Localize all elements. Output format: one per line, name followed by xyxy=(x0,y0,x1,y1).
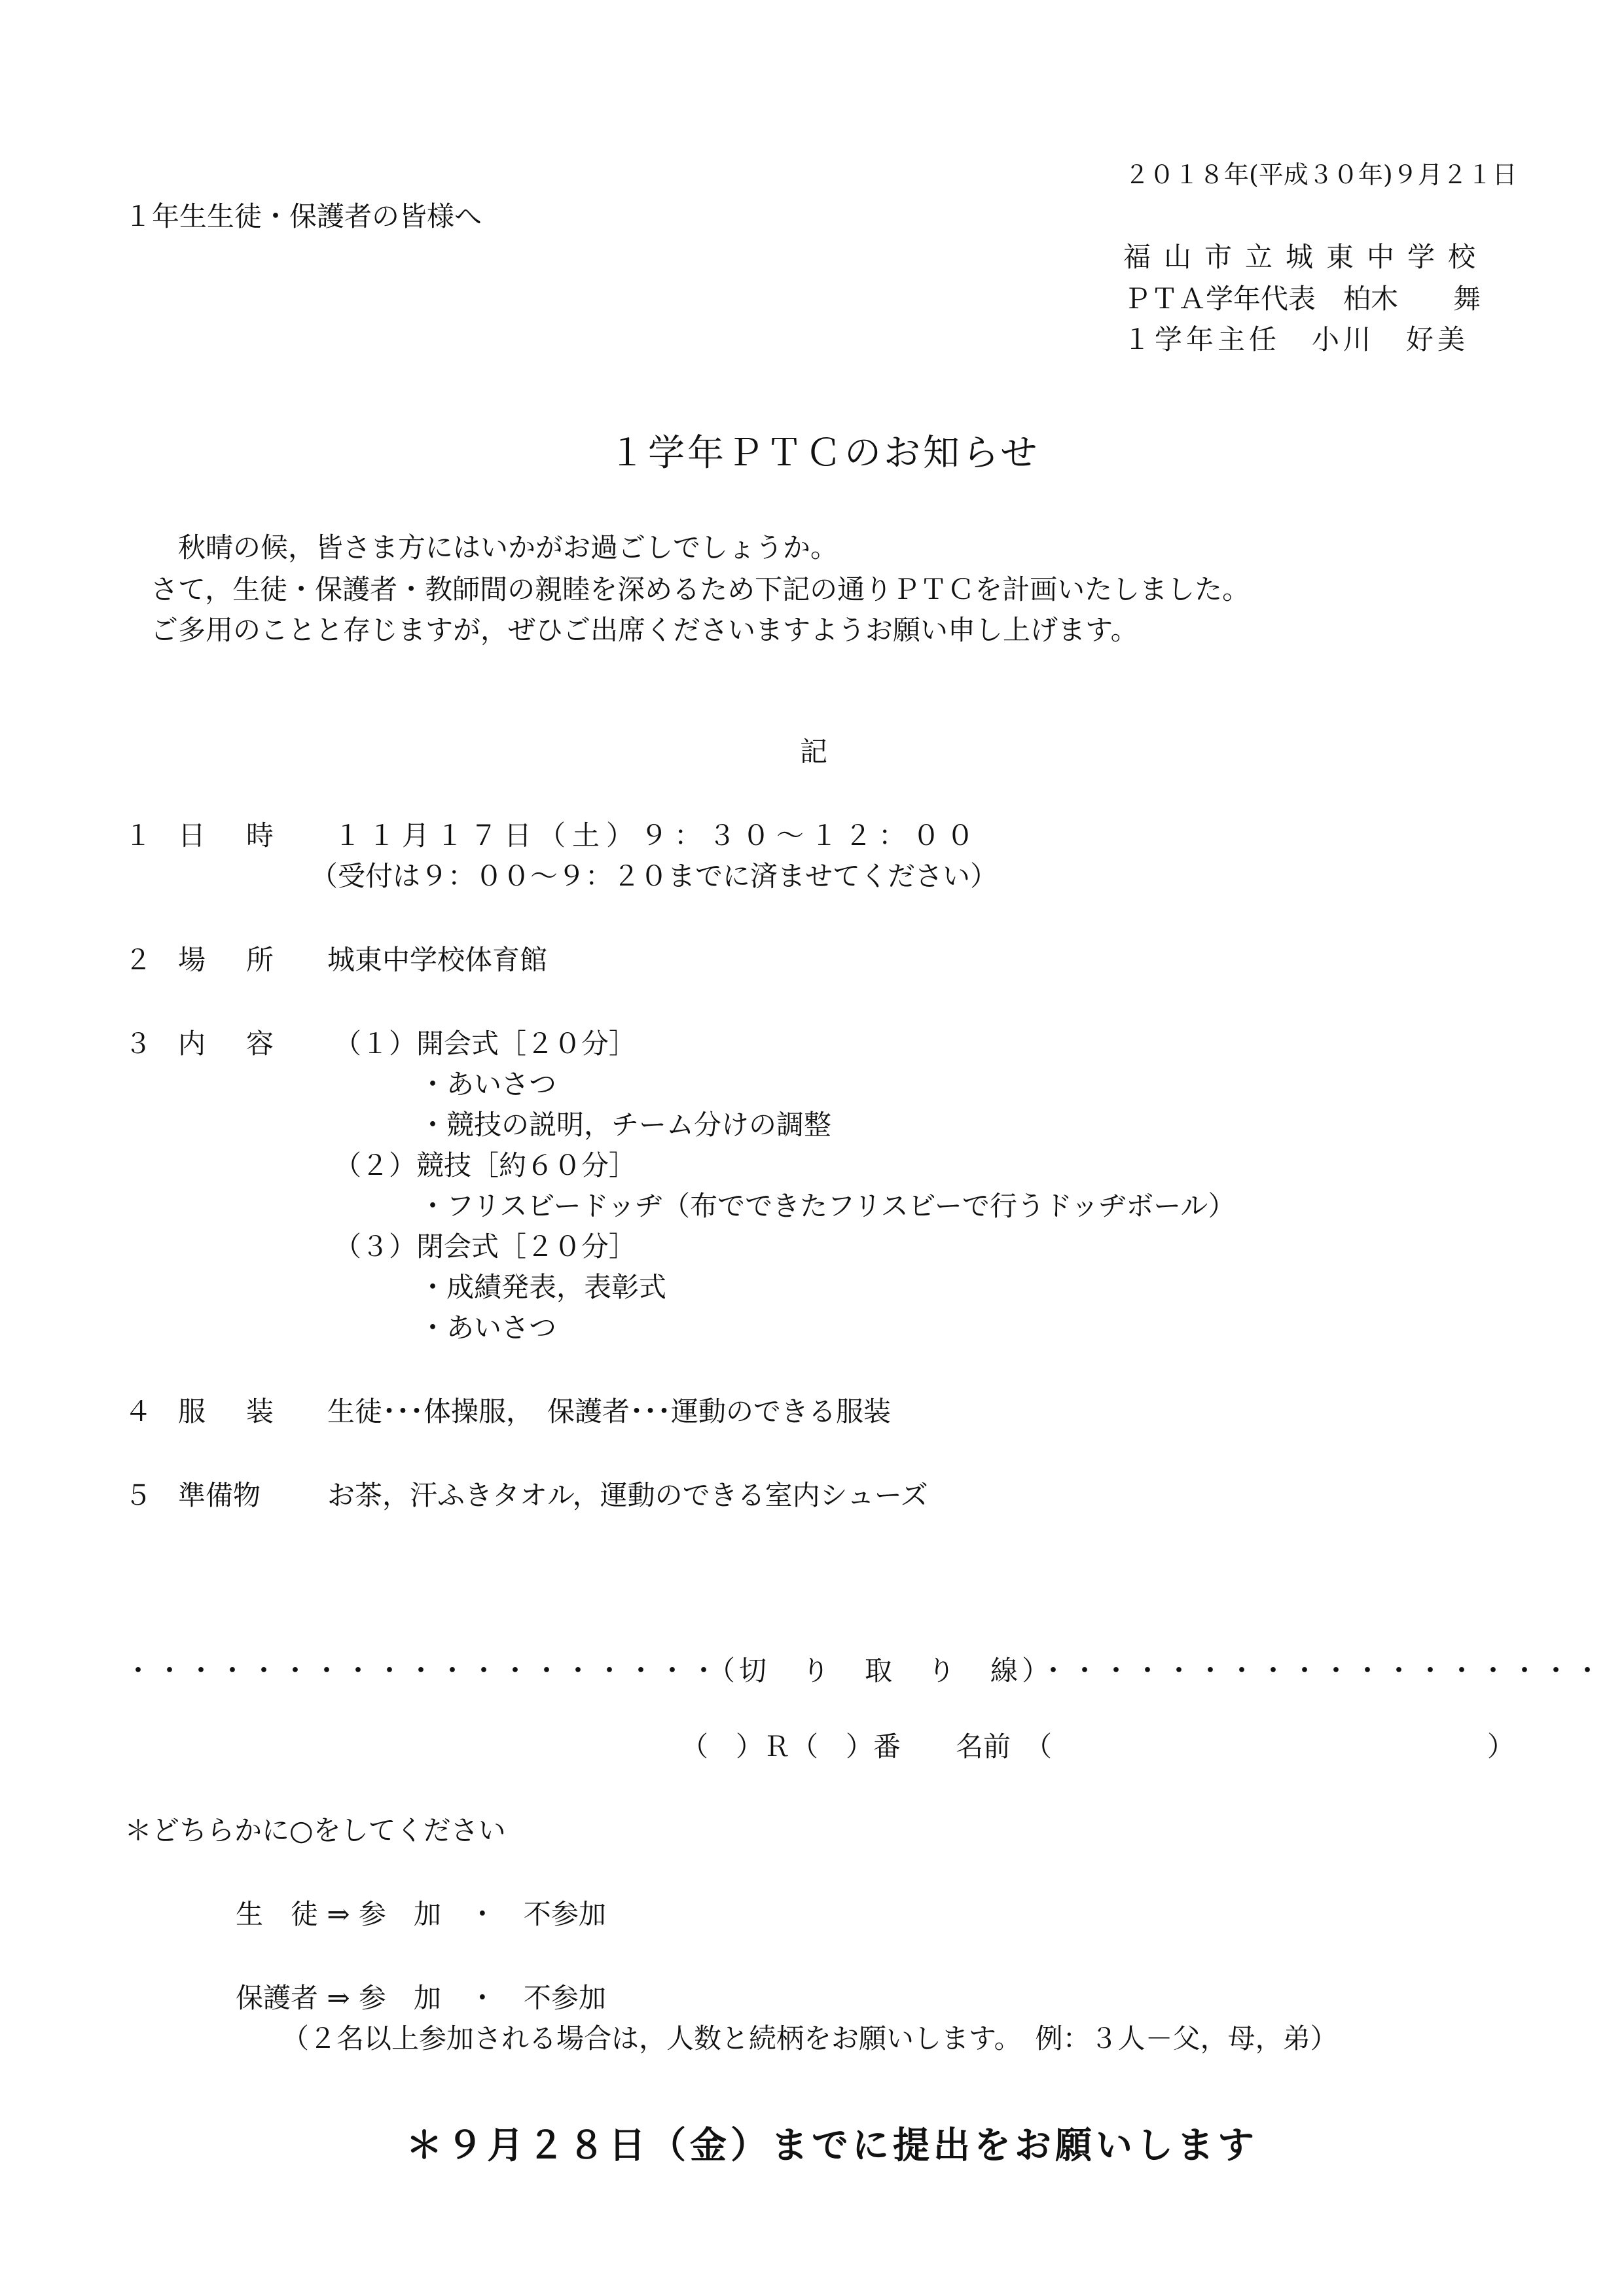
item-5-num: ５ xyxy=(124,1479,153,1511)
ki-heading: 記 xyxy=(800,736,828,768)
item-4-num: ４ xyxy=(124,1395,153,1427)
item-3-label: 内 容 xyxy=(178,1028,281,1060)
item-1-note: （受付は９：００～９：２０までに済ませてください） xyxy=(310,860,998,892)
content-closing-ceremony: （３）閉会式［２０分］ xyxy=(334,1230,637,1263)
intro-line-1: 秋晴の候，皆さま方にはいかがお過ごしでしょうか。 xyxy=(178,531,839,564)
document-date: ２０１８年(平成３０年)９月２１日 xyxy=(1125,160,1517,189)
content-results: ・成績発表，表彰式 xyxy=(419,1271,667,1303)
item-4-label: 服 装 xyxy=(178,1395,281,1427)
intro-line-3: ご多用のことと存じますが，ぜひご出席くださいますようお願い申し上げます。 xyxy=(151,614,1138,646)
content-greeting-1: ・あいさつ xyxy=(419,1068,557,1100)
form-instruction: ＊どちらかに○をしてください xyxy=(124,1814,506,1846)
recipient-line: １年生生徒・保護者の皆様へ xyxy=(124,200,482,232)
pta-representative: ＰＴＡ学年代表 柏木 舞 xyxy=(1123,283,1481,315)
guardian-attendance: 保護者 ⇒ 参 加 ・ 不参加 xyxy=(236,1982,606,2014)
item-2-value: 城東中学校体育館 xyxy=(327,944,548,976)
content-greeting-2: ・あいさつ xyxy=(419,1312,557,1344)
content-opening-ceremony: （１）開会式［２０分］ xyxy=(334,1028,637,1060)
content-game: （２）競技［約６０分］ xyxy=(334,1149,637,1181)
page-title: １学年ＰＴＣのお知らせ xyxy=(609,432,1040,475)
item-2-num: ２ xyxy=(124,944,153,976)
submission-deadline: ＊９月２８日（金）までに提出をお願いします xyxy=(406,2125,1258,2167)
intro-line-2: さて，生徒・保護者・教師間の親睦を深めるため下記の通りＰＴＣを計画いたしました。 xyxy=(151,573,1250,605)
item-1-label: 日 時 xyxy=(178,819,281,852)
content-explanation: ・競技の説明，チーム分けの調整 xyxy=(419,1109,832,1141)
content-frisbee: ・フリスビードッヂ（布でできたフリスビーで行うドッヂボール） xyxy=(419,1190,1236,1222)
grade-head-teacher: １学年主任 小川 好美 xyxy=(1123,323,1470,355)
student-attendance: 生 徒 ⇒ 参 加 ・ 不参加 xyxy=(236,1898,606,1930)
name-close-paren: ） xyxy=(1487,1731,1515,1763)
item-5-value: お茶，汗ふきタオル，運動のできる室内シューズ xyxy=(327,1479,928,1511)
item-1-value: １１月１７日（土）９：３０～１２：００ xyxy=(334,819,981,852)
cut-line: ・・・・・・・・・・・・・・・・・・・（切 り 取 り 線）・・・・・・・・・・・・・・・・・・ xyxy=(124,1655,1606,1687)
item-3-num: ３ xyxy=(124,1028,153,1060)
item-2-label: 場 所 xyxy=(178,944,281,976)
school-name: 福山市立城東中学校 xyxy=(1123,241,1489,273)
item-4-value: 生徒･･･体操服， 保護者･･･運動のできる服装 xyxy=(327,1395,892,1427)
item-1-num: １ xyxy=(124,819,153,852)
guardian-note: （２名以上参加される場合は，人数と続柄をお願いします。 例：３人－父，母，弟） xyxy=(281,2022,1338,2054)
item-5-label: 準備物 xyxy=(178,1479,261,1511)
class-name-line: （ ）Ｒ（ ）番 名前 （ xyxy=(681,1731,1053,1763)
